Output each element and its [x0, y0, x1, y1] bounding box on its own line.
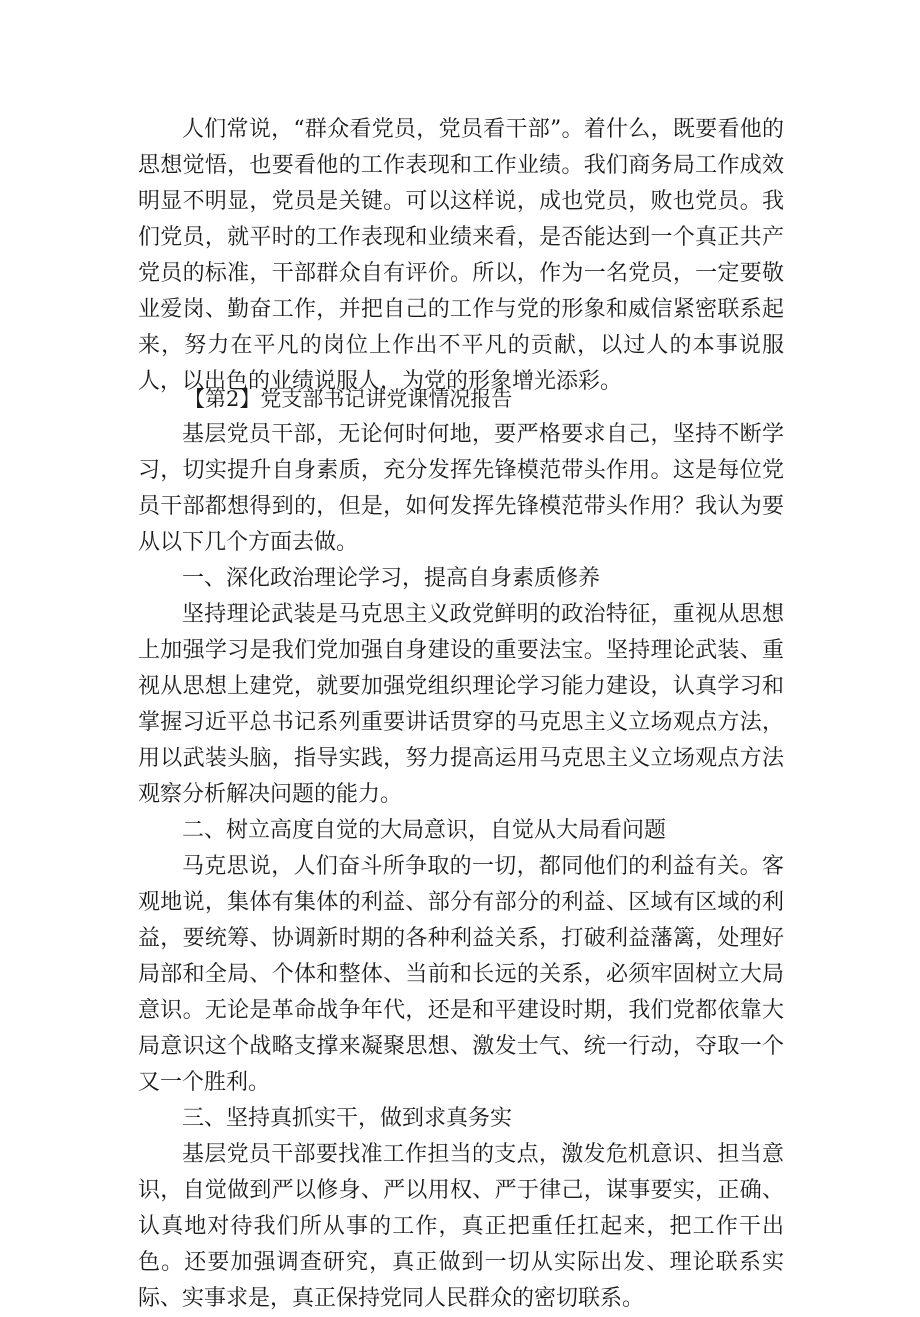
report-section — [138, 417, 784, 1317]
subheading-3: 三、坚持真抓实干，做到求真务实 — [182, 1106, 513, 1131]
intro-section — [138, 112, 784, 400]
intro-paragraph: 人们常说，“群众看党员，党员看干部”。着什么，既要看他的思想觉悟，也要看他的工作表现和工作业绩。我们商务局工作成效明显不明显，党员是关键。可以这样说，成也党员，败也党员。我们党员，就平时的工作表现和业绩来看，是否能达到一个真正共产党员的标准，干部群众自有评价。所以，作为一名党员，一定要敬业爱岗、勤奋工作，并把自己的工作与党的形象和威信紧密联系起来，努力在平凡的岗位上作出不平凡的贡献，以过人的本事说服人，以出色的业绩说服人，为党的形象增光添彩。 — [138, 117, 784, 394]
section-heading: 【第2】党支部书记讲党课情况报告 — [184, 387, 513, 411]
report-paragraph: 基层党员干部要找准工作担当的支点，激发危机意识、担当意识，自觉做到严以修身、严以用权、严于律己，谋事要实，正确、认真地对待我们所从事的工作，真正把重任扛起来，把工作干出色。还要加强调查研究，真正做到一切从实际出发、理论联系实际、实事求是，真正保持党同人民群众的密切联系。 — [138, 1142, 784, 1311]
report-paragraph: 马克思说，人们奋斗所争取的一切，都同他们的利益有关。客观地说，集体有集体的利益、部分有部分的利益、区域有区域的利益，要统筹、协调新时期的各种利益关系，打破利益藩篱，处理好局部和全局、个体和整体、当前和长远的关系，必须牢固树立大局意识。无论是革命战争年代，还是和平建设时期，我们党都依靠大局意识这个战略支撑来凝聚思想、激发士气、统一行动，夺取一个又一个胜利。 — [138, 854, 784, 1095]
report-paragraph: 基层党员干部，无论何时何地，要严格要求自己，坚持不断学习，切实提升自身素质，充分发挥先锋模范带头作用。这是每位党员干部都想得到的，但是，如何发挥先锋模范带头作用？我认为要从以下几个方面去做。 — [138, 422, 784, 555]
subheading-1: 一、深化政治理论学习，提高自身素质修养 — [182, 566, 601, 591]
subheading-2: 二、树立高度自觉的大局意识，自觉从大局看问题 — [182, 818, 667, 843]
report-paragraph: 坚持理论武装是马克思主义政党鲜明的政治特征，重视从思想上加强学习是我们党加强自身建设的重要法宝。坚持理论武装、重视从思想上建党，就要加强党组织理论学习能力建设，认真学习和掌握习近平总书记系列重要讲话贯穿的马克思主义立场观点方法，用以武装头脑，指导实践，努力提高运用马克思主义立场观点方法观察分析解决问题的能力。 — [138, 602, 784, 807]
